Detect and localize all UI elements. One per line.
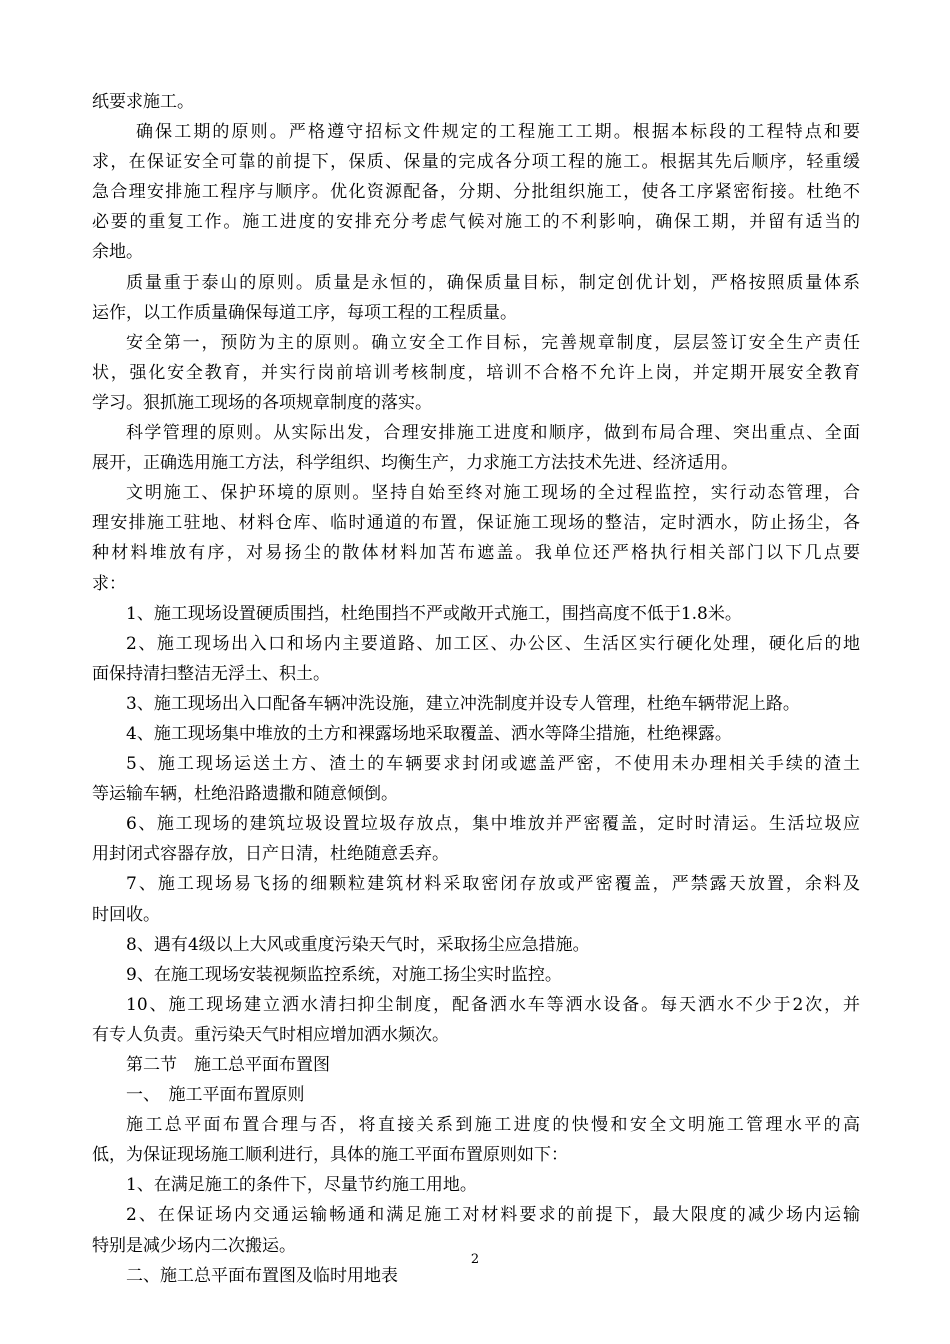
paragraph (92, 478, 860, 598)
text-line: 学习。狠抓施工现场的各项规章制度的落实。 (92, 392, 432, 413)
text-line: 安全第一，预防为主的原则。确立安全工作目标，完善规章制度，层层签订安全生产责任 (126, 332, 860, 353)
text-line: 一、 施工平面布置原则 (126, 1085, 305, 1106)
text-line: 运作，以工作质量确保每道工序，每项工程的工程质量。 (92, 302, 517, 323)
text-line: 二、施工总平面布置图及临时用地表 (126, 1265, 398, 1286)
text-line: 求，在保证安全可靠的前提下，保质、保量的完成各分项工程的施工。根据其先后顺序，轻重缓 (92, 152, 860, 173)
paragraph (92, 960, 860, 990)
text-line: 科学管理的原则。从实际出发，合理安排施工进度和顺序，做到布局合理、突出重点、全面 (126, 423, 860, 444)
text-line: 急合理安排施工程序与顺序。优化资源配备，分期、分批组织施工，使各工序紧密衔接。杜绝不 (92, 182, 860, 203)
paragraph (92, 1080, 860, 1110)
page-number: 2 (470, 1252, 480, 1267)
paragraph (92, 1170, 860, 1200)
paragraph (92, 87, 860, 117)
text-line: 8、遇有4级以上大风或重度污染天气时，采取扬尘应急措施。 (126, 934, 590, 955)
paragraph (92, 809, 860, 869)
text-line: 状，强化安全教育，并实行岗前培训考核制度，培训不合格不允许上岗，并定期开展安全教育 (92, 362, 860, 383)
text-line: 理安排施工驻地、材料仓库、临时通道的布置，保证施工现场的整洁，定时洒水，防止扬尘，各 (92, 513, 860, 534)
text-line: 4、施工现场集中堆放的土方和裸露场地采取覆盖、洒水等降尘措施，杜绝裸露。 (126, 723, 732, 744)
text-line: 5、施工现场运送土方、渣土的车辆要求封闭或遮盖严密，不使用未办理相关手续的渣土 (126, 754, 860, 775)
paragraph (92, 990, 860, 1050)
text-line: 2、在保证场内交通运输畅通和满足施工对材料要求的前提下，最大限度的减少场内运输 (126, 1205, 860, 1226)
text-line: 余地。 (92, 242, 143, 263)
document-body (92, 87, 860, 1291)
paragraph (92, 629, 860, 689)
paragraph (92, 930, 860, 960)
text-line: 有专人负责。重污染天气时相应增加洒水频次。 (92, 1024, 449, 1045)
text-line: 文明施工、保护环境的原则。坚持自始至终对施工现场的全过程监控，实行动态管理，合 (126, 483, 860, 504)
text-line: 10、施工现场建立洒水清扫抑尘制度，配备洒水车等洒水设备。每天洒水不少于2次，并 (126, 994, 860, 1015)
text-line: 特别是减少场内二次搬运。 (92, 1235, 296, 1256)
text-line: 低，为保证现场施工顺利进行，具体的施工平面布置原则如下： (92, 1145, 568, 1166)
paragraph (92, 1110, 860, 1170)
text-line: 求： (92, 573, 126, 594)
text-line: 7、施工现场易飞扬的细颗粒建筑材料采取密闭存放或严密覆盖，严禁露天放置，余料及 (126, 874, 860, 895)
text-line: 面保持清扫整洁无浮土、积土。 (92, 663, 330, 684)
text-line: 第二节 施工总平面布置图 (126, 1055, 330, 1075)
paragraph (92, 328, 860, 418)
paragraph (92, 268, 860, 328)
paragraph (92, 418, 860, 478)
paragraph (92, 869, 860, 929)
text-line: 2、施工现场出入口和场内主要道路、加工区、办公区、生活区实行硬化处理，硬化后的地 (126, 633, 860, 654)
text-line: 9、在施工现场安装视频监控系统，对施工扬尘实时监控。 (126, 964, 562, 985)
text-line: 3、施工现场出入口配备车辆冲洗设施，建立冲洗制度并设专人管理，杜绝车辆带泥上路。 (126, 693, 800, 714)
text-line: 种材料堆放有序，对易扬尘的散体材料加苫布遮盖。我单位还严格执行相关部门以下几点要 (92, 543, 860, 564)
text-line: 确保工期的原则。严格遵守招标文件规定的工程施工工期。根据本标段的工程特点和要 (136, 122, 860, 143)
text-line: 施工总平面布置合理与否，将直接关系到施工进度的快慢和安全文明施工管理水平的高 (126, 1115, 860, 1136)
text-line: 展开，正确选用施工方法，科学组织、均衡生产，力求施工方法技术先进、经济适用。 (92, 453, 738, 474)
text-line: 纸要求施工。 (92, 92, 194, 112)
text-line: 必要的重复工作。施工进度的安排充分考虑气候对施工的不利影响，确保工期，并留有适当的 (92, 212, 860, 233)
paragraph (92, 719, 860, 749)
text-line: 1、在满足施工的条件下，尽量节约施工用地。 (126, 1175, 477, 1196)
text-line: 用封闭式容器存放，日产日清，杜绝随意丢弃。 (92, 844, 449, 865)
paragraph (92, 1050, 860, 1080)
text-line: 质量重于泰山的原则。质量是永恒的，确保质量目标，制定创优计划，严格按照质量体系 (126, 272, 860, 293)
paragraph (92, 689, 860, 719)
paragraph (92, 599, 860, 629)
text-line: 等运输车辆，杜绝沿路遗撒和随意倾倒。 (92, 784, 398, 805)
text-line: 6、施工现场的建筑垃圾设置垃圾存放点，集中堆放并严密覆盖，定时时清运。生活垃圾应 (126, 814, 860, 835)
paragraph (92, 117, 860, 267)
text-line: 1、施工现场设置硬质围挡，杜绝围挡不严或敞开式施工，围挡高度不低于1.8米。 (126, 603, 742, 624)
text-line: 时回收。 (92, 904, 160, 925)
paragraph (92, 749, 860, 809)
